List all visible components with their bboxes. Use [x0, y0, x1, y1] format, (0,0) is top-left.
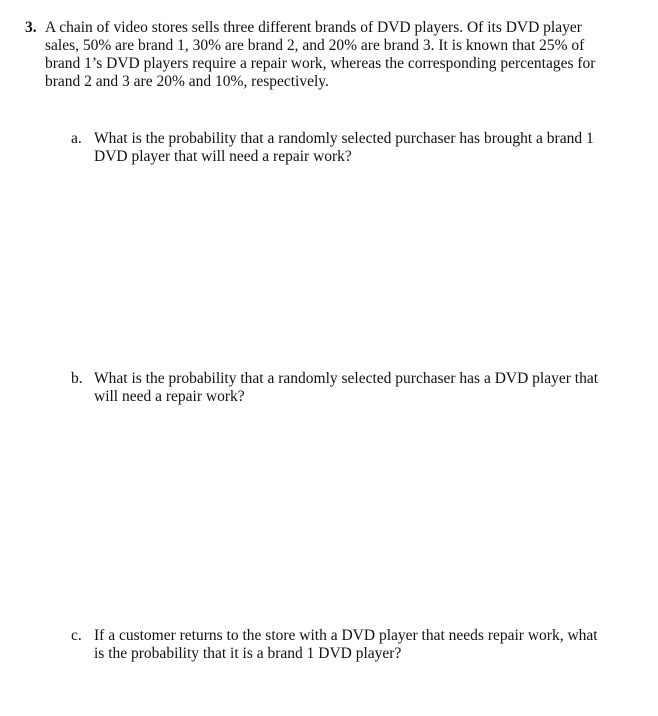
- sub-question-label: b.: [71, 370, 83, 387]
- question-text-line: brand 2 and 3 are 20% and 10%, respectively.: [45, 73, 329, 90]
- sub-question-text: [94, 627, 634, 663]
- question-text: [45, 19, 635, 91]
- sub-question-line: will need a repair work?: [94, 388, 245, 405]
- sub-question-text: [94, 130, 634, 166]
- question-text-line: A chain of video stores sells three different brands of DVD players. Of its DVD player: [45, 19, 582, 36]
- sub-question-line: DVD player that will need a repair work?: [94, 148, 352, 165]
- sub-question-line: What is the probability that a randomly selected purchaser has brought a brand 1: [94, 130, 594, 147]
- sub-question-line: is the probability that it is a brand 1 DVD player?: [94, 645, 402, 662]
- question-number: 3.: [25, 19, 37, 36]
- sub-question-label: a.: [71, 130, 82, 147]
- question-text-line: sales, 50% are brand 1, 30% are brand 2, and 20% are brand 3. It is known that 25% of: [45, 37, 585, 54]
- sub-question-line: What is the probability that a randomly selected purchaser has a DVD player that: [94, 370, 599, 387]
- question-text-line: brand 1’s DVD players require a repair work, whereas the corresponding percentages for: [45, 55, 596, 72]
- sub-question-line: If a customer returns to the store with a DVD player that needs repair work, what: [94, 627, 598, 644]
- sub-question-label: c.: [71, 627, 82, 644]
- sub-question-text: [94, 370, 634, 406]
